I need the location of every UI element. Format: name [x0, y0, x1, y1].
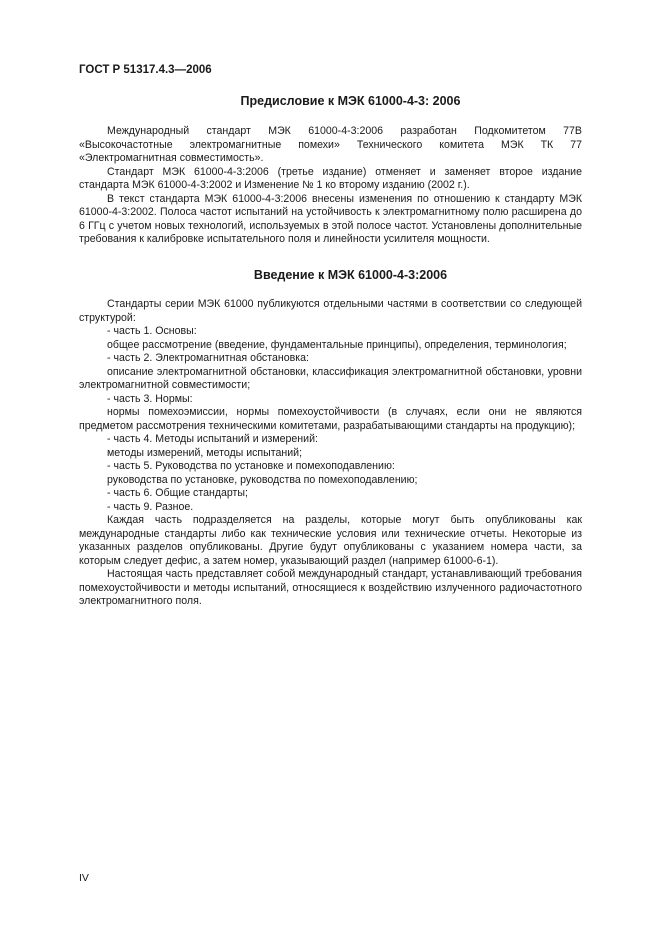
intro-list-item: методы измерений, методы испытаний;: [107, 446, 303, 459]
intro-list-item: - часть 1. Основы:: [107, 325, 197, 337]
intro-paragraph: Настоящая часть представляет собой международный стандарт, устанавливающий требования помехоустойчивости и методы испытаний, относящиеся к воздействию излученного радиочастотного электромагнитного поля.: [79, 568, 582, 607]
foreword-title: Предисловие к МЭК 61000-4-3: 2006: [240, 94, 461, 108]
document-code: ГОСТ Р 51317.4.3—2006: [79, 64, 212, 76]
intro-list-item: - часть 4. Методы испытаний и измерений:: [107, 433, 318, 445]
intro-paragraph: Стандарты серии МЭК 61000 публикуются отдельными частями в соответствии со следующей структурой:: [79, 298, 582, 324]
intro-paragraph: нормы помехоэмиссии, нормы помехоустойчивости (в случаях, если они не являются предметом рассмотрения техническими комитетами, разрабатывающими стандарты на продукцию);: [79, 406, 582, 432]
intro-list-item: - часть 6. Общие стандарты;: [107, 487, 248, 499]
page-number: IV: [79, 872, 89, 884]
intro-list-item: - часть 5. Руководства по установке и помехоподавлению:: [107, 460, 395, 472]
foreword-section: [79, 125, 582, 247]
introduction-title: Введение к МЭК 61000-4-3:2006: [253, 268, 448, 282]
introduction-section: [79, 298, 582, 609]
intro-list-item: - часть 3. Нормы:: [107, 392, 193, 405]
foreword-paragraph: В текст стандарта МЭК 61000-4-3:2006 внесены изменения по отношению к стандарту МЭК 61000-4-3:2002. Полоса частот испытаний на устойчивость к электромагнитному полю расширена до 6 ГГц с учетом новых технологий, используемых в этой полосе частот. Установлены дополнительные требования к калибровке испытательного поля и линейности усилителя мощности.: [79, 192, 582, 245]
foreword-paragraph: Международный стандарт МЭК 61000-4-3:2006 разработан Подкомитетом 77В «Высокочастотные электромагнитные помехи» Технического комитета МЭК ТК 77 «Электромагнитная совместимость».: [79, 125, 582, 164]
intro-list-item: руководства по установке, руководства по помехоподавлению;: [107, 473, 418, 486]
intro-paragraph: Каждая часть подразделяется на разделы, которые могут быть опубликованы как международные стандарты либо как технические условия или технические отчеты. Некоторые из указанных разделов опубликованы. Другие будут опубликованы с указанием номера части, за которым следует дефис, а затем номер, указывающий раздел (например 61000-6-1).: [79, 514, 582, 567]
intro-paragraph: описание электромагнитной обстановки, классификация электромагнитной обстановки, уровни электромагнитной совместимости;: [79, 365, 582, 391]
intro-list-item: - часть 2. Электромагнитная обстановка:: [107, 352, 309, 364]
intro-list-item: - часть 9. Разное.: [107, 500, 194, 513]
intro-list-item: общее рассмотрение (введение, фундаментальные принципы), определения, терминология;: [107, 338, 567, 351]
foreword-paragraph: Стандарт МЭК 61000-4-3:2006 (третье издание) отменяет и заменяет второе издание стандарта МЭК 61000-4-3:2002 и Изменение № 1 ко второму изданию (2002 г.).: [79, 165, 582, 191]
